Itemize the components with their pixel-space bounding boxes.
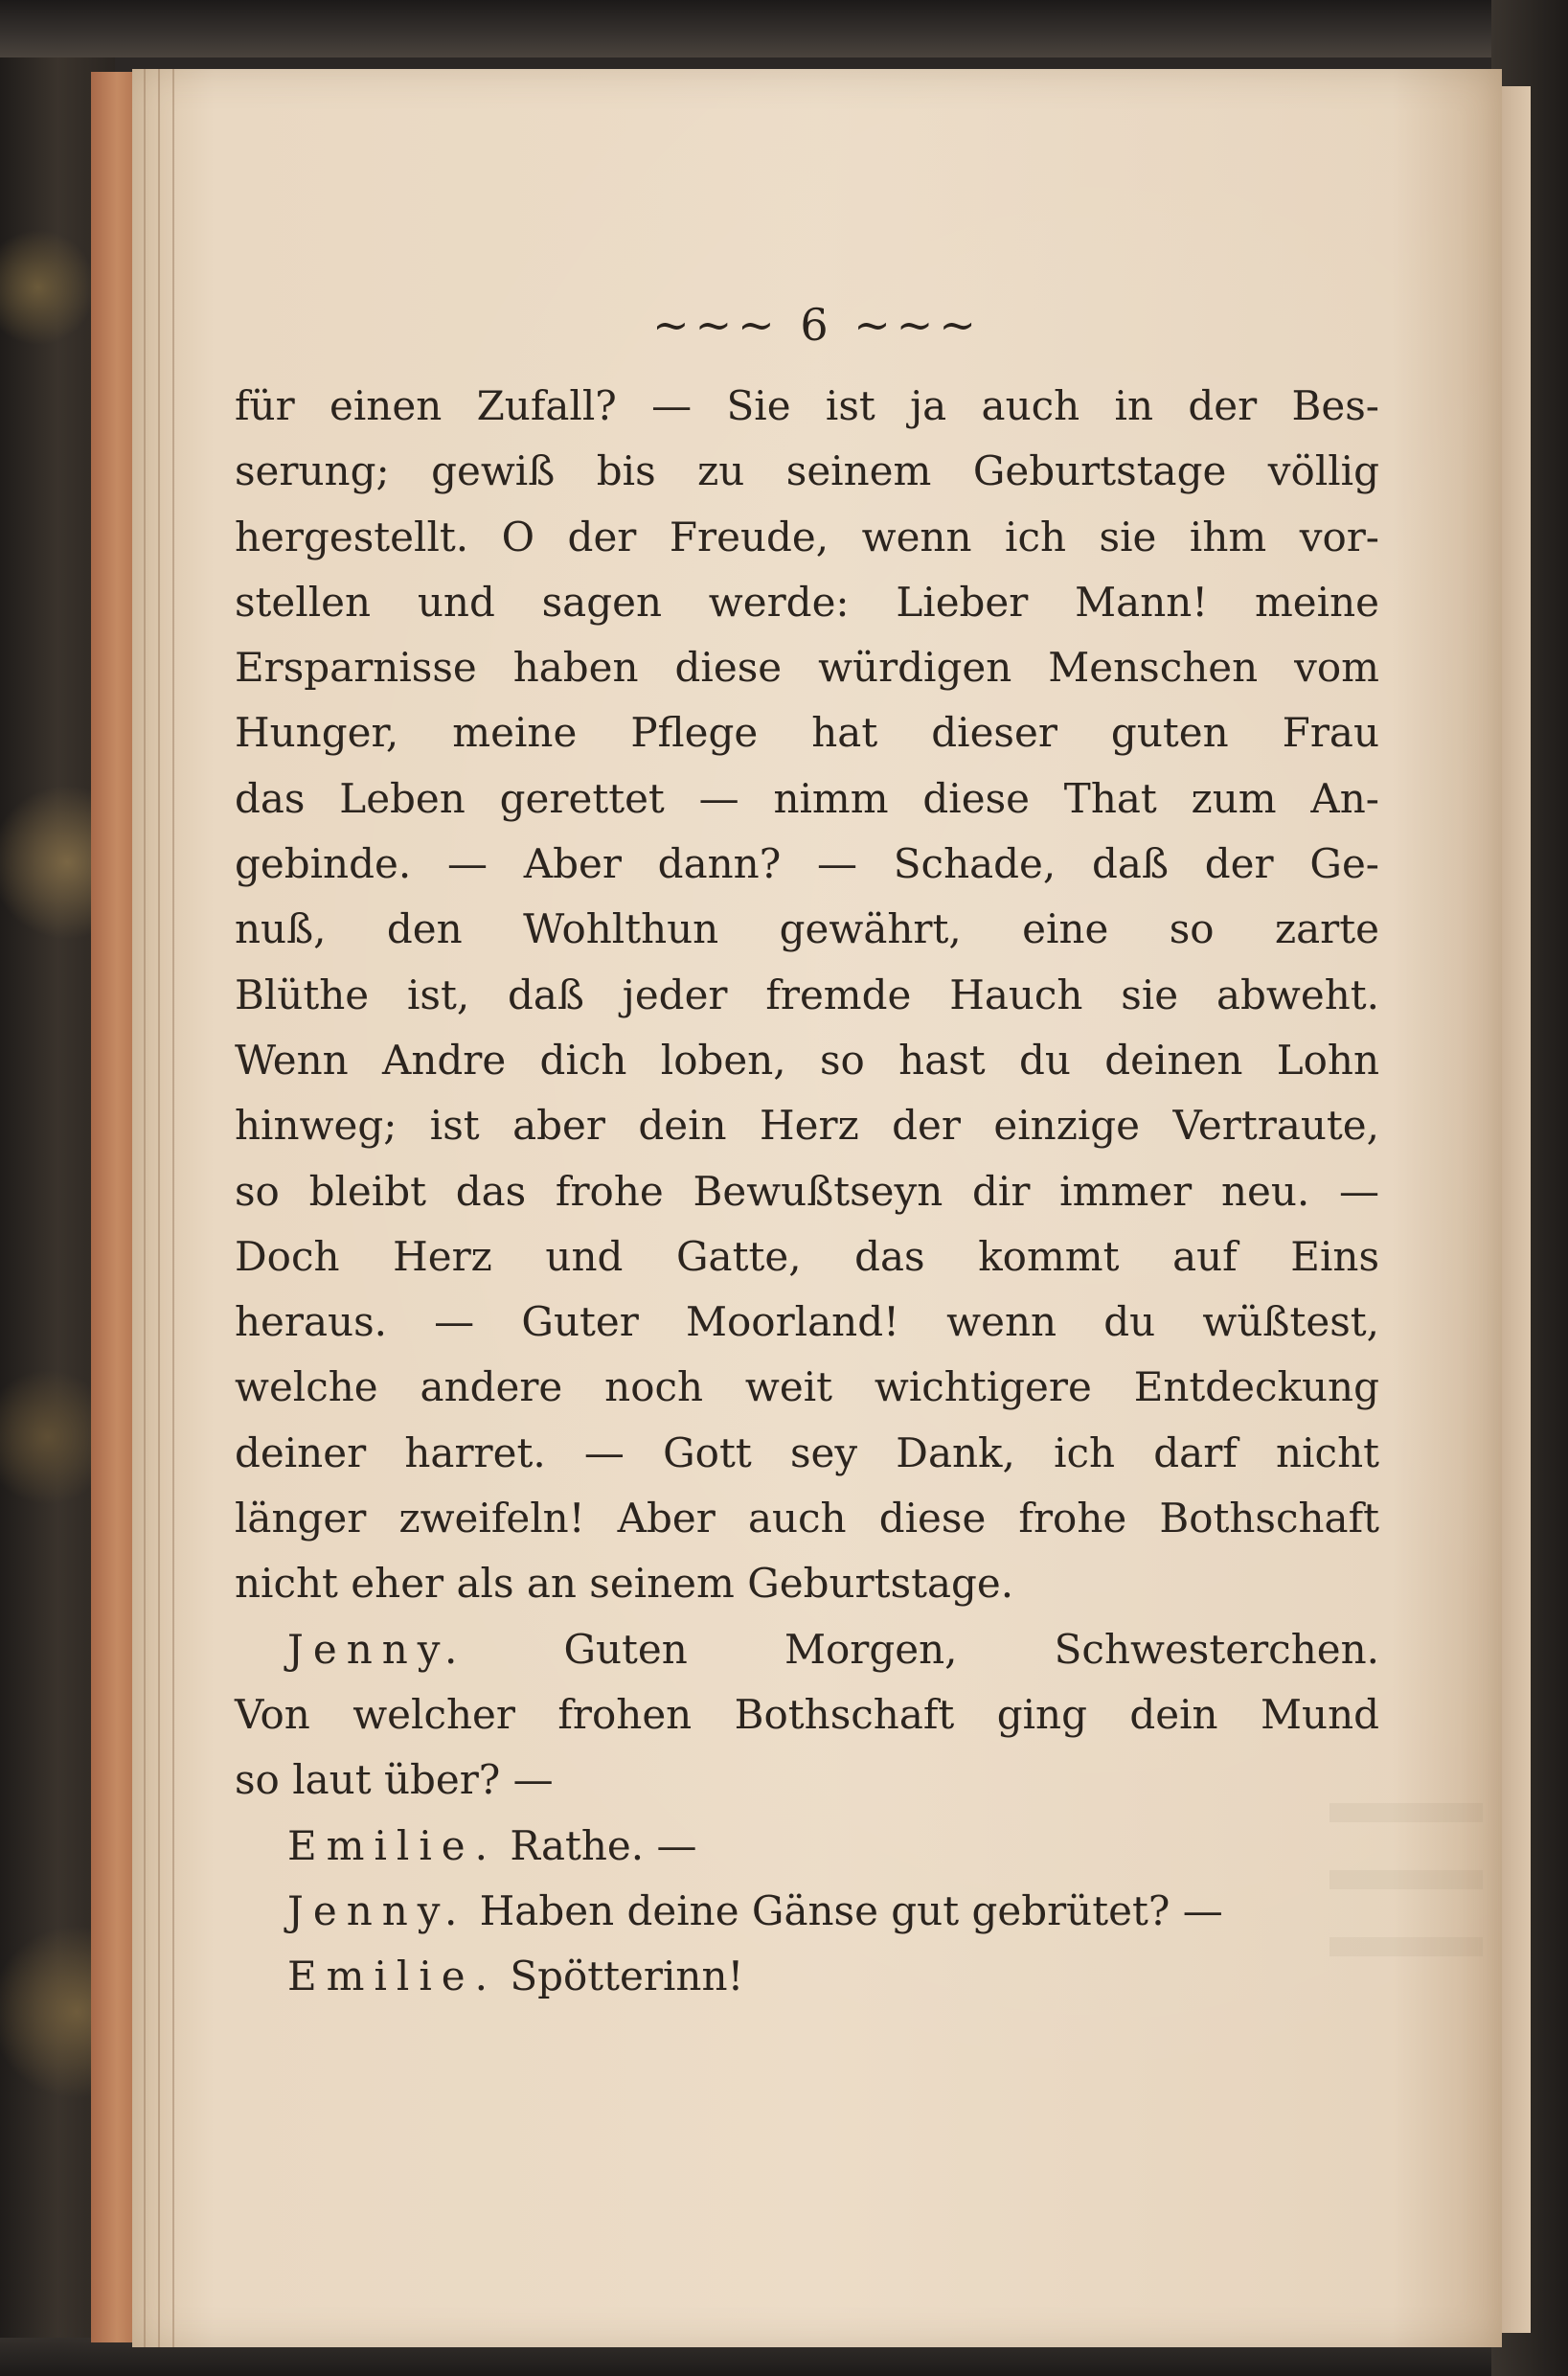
page-edge-line xyxy=(172,69,174,2347)
dialogue-line: so laut über? — xyxy=(235,1756,554,1804)
text-line: stellen und sagen werde: Lieber Mann! meine xyxy=(235,578,1379,626)
page-number: 6 xyxy=(800,299,834,351)
text-line: heraus. — Guter Moorland! wenn du wüßtest, xyxy=(235,1298,1379,1346)
text-line: so bleibt das frohe Bewußtseyn dir immer neu. — xyxy=(235,1167,1379,1215)
page-header xyxy=(132,299,1502,351)
speaker-name: Jenny. xyxy=(287,1886,467,1934)
speaker-name: Jenny. xyxy=(287,1625,467,1673)
text-line: für einen Zufall? — Sie ist ja auch in der Bes- xyxy=(235,382,1379,429)
text-line: serung; gewiß bis zu seinem Geburtstage völlig xyxy=(235,447,1379,495)
text-line: Doch Herz und Gatte, das kommt auf Eins xyxy=(235,1232,1379,1280)
text-line: Hunger, meine Pflege hat dieser guten Frau xyxy=(235,709,1379,757)
speaker-name: Emilie. xyxy=(287,1953,497,2000)
text-line: hergestellt. O der Freude, wenn ich sie ihm vor- xyxy=(235,513,1379,560)
page-edge-line xyxy=(158,69,160,2347)
dialogue-line xyxy=(235,1879,1379,1944)
dialogue-line xyxy=(235,1617,1379,1682)
text-line: länger zweifeln! Aber auch diese frohe Bothschaft xyxy=(235,1495,1379,1542)
dialogue-line: Von welcher frohen Bothschaft ging dein Mund xyxy=(235,1690,1379,1738)
header-ornament-left: ~~~ xyxy=(652,299,781,351)
text-line: hinweg; ist aber dein Herz der einzige Vertraute, xyxy=(235,1102,1379,1150)
speaker-name: Emilie. xyxy=(287,1821,497,1869)
text-line: welche andere noch weit wichtigere Entdeckung xyxy=(235,1363,1379,1411)
dialogue-line xyxy=(235,1944,1379,2009)
text-line: deiner harret. — Gott sey Dank, ich darf nicht xyxy=(235,1428,1379,1476)
dialogue-text: Spötterinn! xyxy=(510,1953,744,2000)
bleed-through-mark xyxy=(1329,1803,1483,1822)
page-body xyxy=(235,374,1379,2009)
dialogue-line xyxy=(235,1814,1379,1879)
text-line: nuß, den Wohlthun gewährt, eine so zarte xyxy=(235,905,1379,953)
dialogue-text: Haben deine Gänse gut gebrütet? — xyxy=(479,1886,1223,1934)
dialogue-text: Guten Morgen, Schwesterchen. xyxy=(563,1625,1379,1673)
bleed-through-mark xyxy=(1329,1937,1483,1956)
dialogue-text: Rathe. — xyxy=(510,1821,697,1869)
text-line: gebinde. — Aber dann? — Schade, daß der Ge- xyxy=(235,840,1379,888)
next-page-edge xyxy=(1502,86,1531,2333)
text-line: Ersparnisse haben diese würdigen Menschen vom xyxy=(235,644,1379,692)
page-edge-line xyxy=(144,69,146,2347)
bleed-through-mark xyxy=(1329,1870,1483,1889)
text-line: Wenn Andre dich loben, so hast du deinen Lohn xyxy=(235,1036,1379,1084)
text-line: Blüthe ist, daß jeder fremde Hauch sie abweht. xyxy=(235,971,1379,1018)
text-line: das Leben gerettet — nimm diese That zum An- xyxy=(235,774,1379,822)
book-page xyxy=(132,69,1502,2347)
text-line: nicht eher als an seinem Geburtstage. xyxy=(235,1560,1014,1608)
endpaper-edge xyxy=(91,72,134,2342)
book-cover-top xyxy=(0,0,1568,57)
header-ornament-right: ~~~ xyxy=(853,299,982,351)
